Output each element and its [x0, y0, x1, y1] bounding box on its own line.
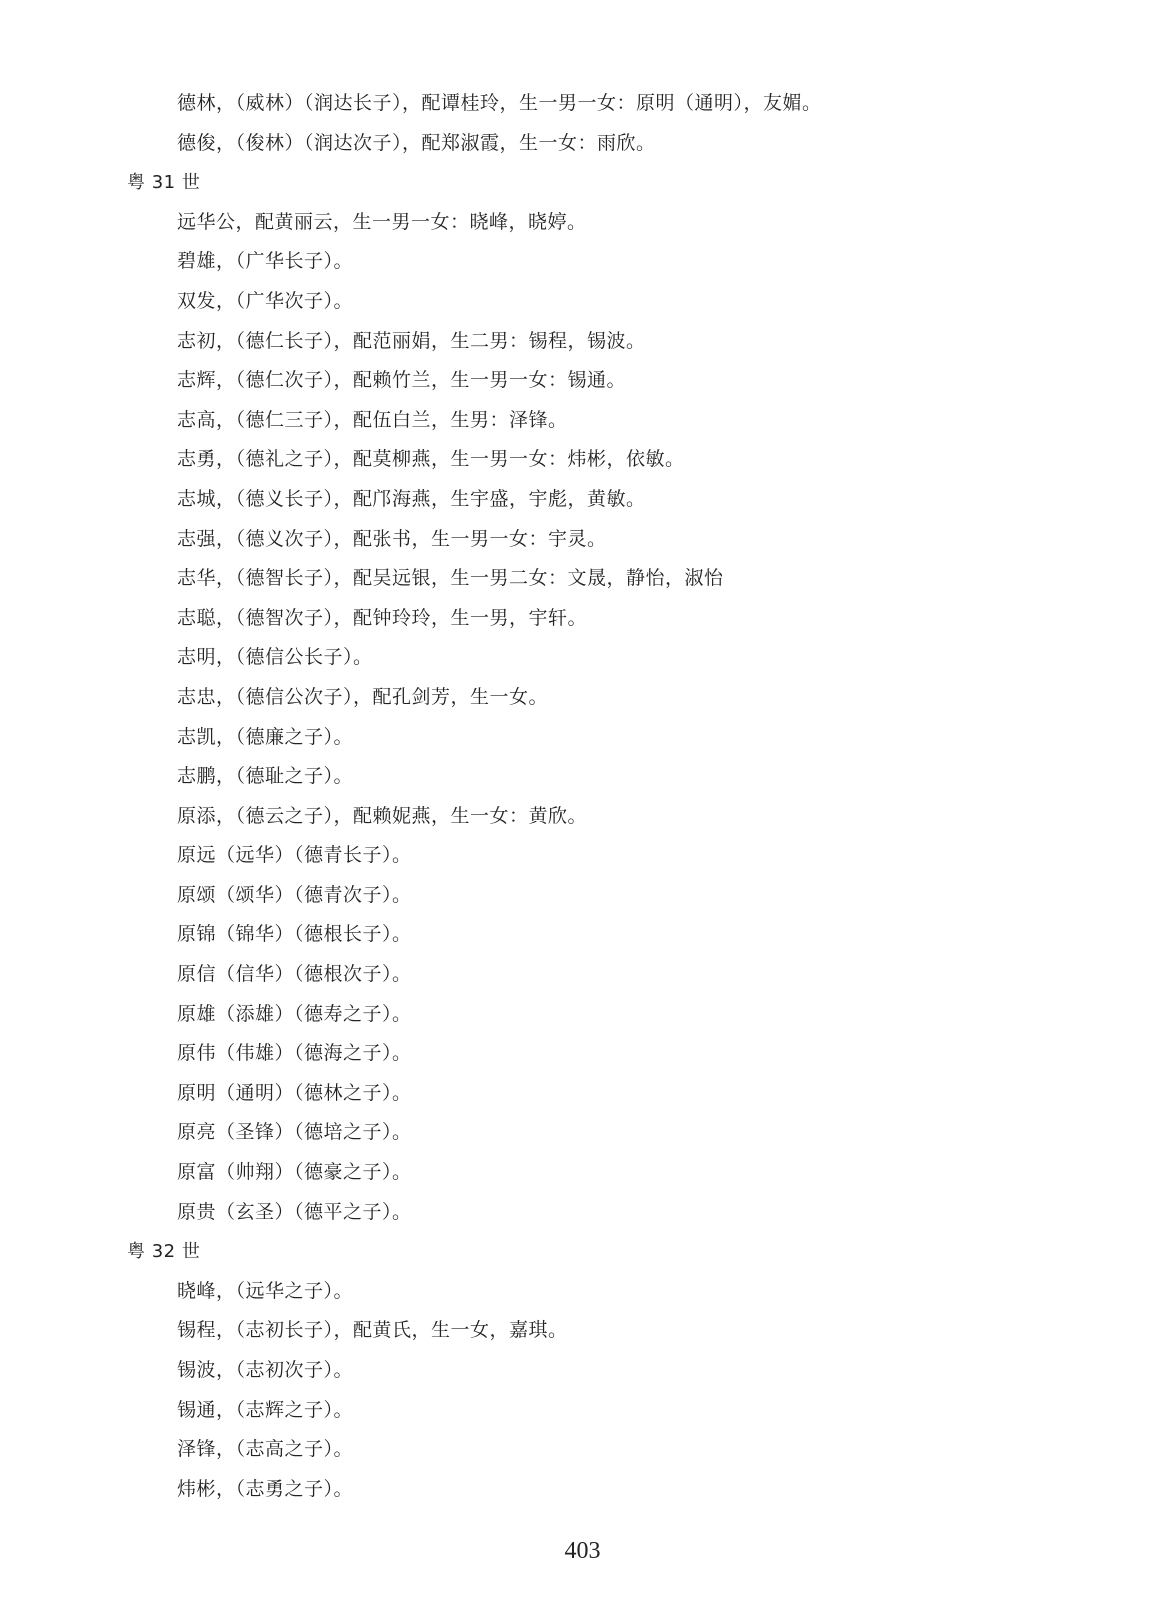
genealogy-entry: 原远（远华）（德青长子）。: [177, 844, 412, 867]
genealogy-entry: 原贵（玄圣）（德平之子）。: [177, 1200, 412, 1223]
genealogy-entry: 志华，（德智长子），配吴远银，生一男二女：文晟，静怡，淑怡: [177, 567, 724, 590]
genealogy-entry: 晓峰，（远华之子）。: [177, 1279, 354, 1302]
genealogy-entry: 志辉，（德仁次子），配赖竹兰，生一男一女：锡通。: [177, 369, 627, 392]
genealogy-entry: 原雄（添雄）（德寿之子）。: [177, 1002, 412, 1025]
genealogy-entry: 志明，（德信公长子）。: [177, 646, 373, 669]
genealogy-entry: 志强，（德义次子），配张书，生一男一女：宇灵。: [177, 527, 607, 550]
genealogy-entry: 双发，（广华次子）。: [177, 289, 354, 312]
genealogy-entry: 炜彬，（志勇之子）。: [177, 1477, 354, 1500]
genealogy-content: [0, 84, 1165, 1509]
genealogy-entry: 志聪，（德智次子），配钟玲玲，生一男，宇轩。: [177, 606, 588, 629]
genealogy-entry: 碧雄，（广华长子）。: [177, 250, 354, 273]
genealogy-entry: 德俊，（俊林）（润达次子），配郑淑霞，生一女：雨欣。: [177, 131, 656, 154]
genealogy-entry: 锡通，（志辉之子）。: [177, 1398, 354, 1421]
genealogy-entry: 志高，（德仁三子），配伍白兰，生男：泽锋。: [177, 408, 568, 431]
genealogy-entry: 远华公，配黄丽云，生一男一女：晓峰，晓婷。: [177, 210, 587, 233]
genealogy-entry: 原明（通明）（德林之子）。: [177, 1081, 412, 1104]
genealogy-entry: 志忠，（德信公次子），配孔剑芳，生一女。: [177, 685, 549, 708]
genealogy-entry: 锡波，（志初次子）。: [177, 1359, 354, 1381]
generation-heading: 粤 32 世: [127, 1241, 201, 1263]
genealogy-entry: 原亮（圣锋）（德培之子）。: [177, 1121, 412, 1144]
genealogy-entry: 原添，（德云之子），配赖妮燕，生一女：黄欣。: [177, 804, 588, 827]
page-number: 403: [564, 1538, 601, 1564]
genealogy-entry: 志鹏，（德耻之子）。: [177, 765, 354, 788]
genealogy-entry: 原伟（伟雄）（德海之子）。: [177, 1042, 412, 1065]
genealogy-entry: 原富（帅翔）（德豪之子）。: [177, 1161, 412, 1184]
genealogy-entry: 锡程，（志初长子），配黄氏，生一女，嘉琪。: [177, 1319, 568, 1342]
genealogy-entry: 原信（信华）（德根次子）。: [177, 963, 412, 986]
genealogy-entry: 泽锋，（志高之子）。: [177, 1438, 354, 1461]
genealogy-entry: 志初，（德仁长子），配范丽娟，生二男：锡程，锡波。: [177, 329, 646, 352]
genealogy-entry: 原颂（颂华）（德青次子）。: [177, 883, 412, 906]
genealogy-entry: 志城，（德义长子），配邝海燕，生宇盛，宇彪，黄敏。: [177, 487, 646, 510]
generation-heading: 粤 31 世: [127, 172, 201, 194]
genealogy-entry: 原锦（锦华）（德根长子）。: [177, 923, 412, 946]
genealogy-entry: 德林，（威林）（润达长子），配谭桂玲，生一男一女：原明（通明），友媚。: [177, 92, 822, 114]
genealogy-entry: 志凯，（德廉之子）。: [177, 725, 354, 748]
genealogy-entry: 志勇，（德礼之子），配莫柳燕，生一男一女：炜彬，依敏。: [177, 448, 685, 471]
